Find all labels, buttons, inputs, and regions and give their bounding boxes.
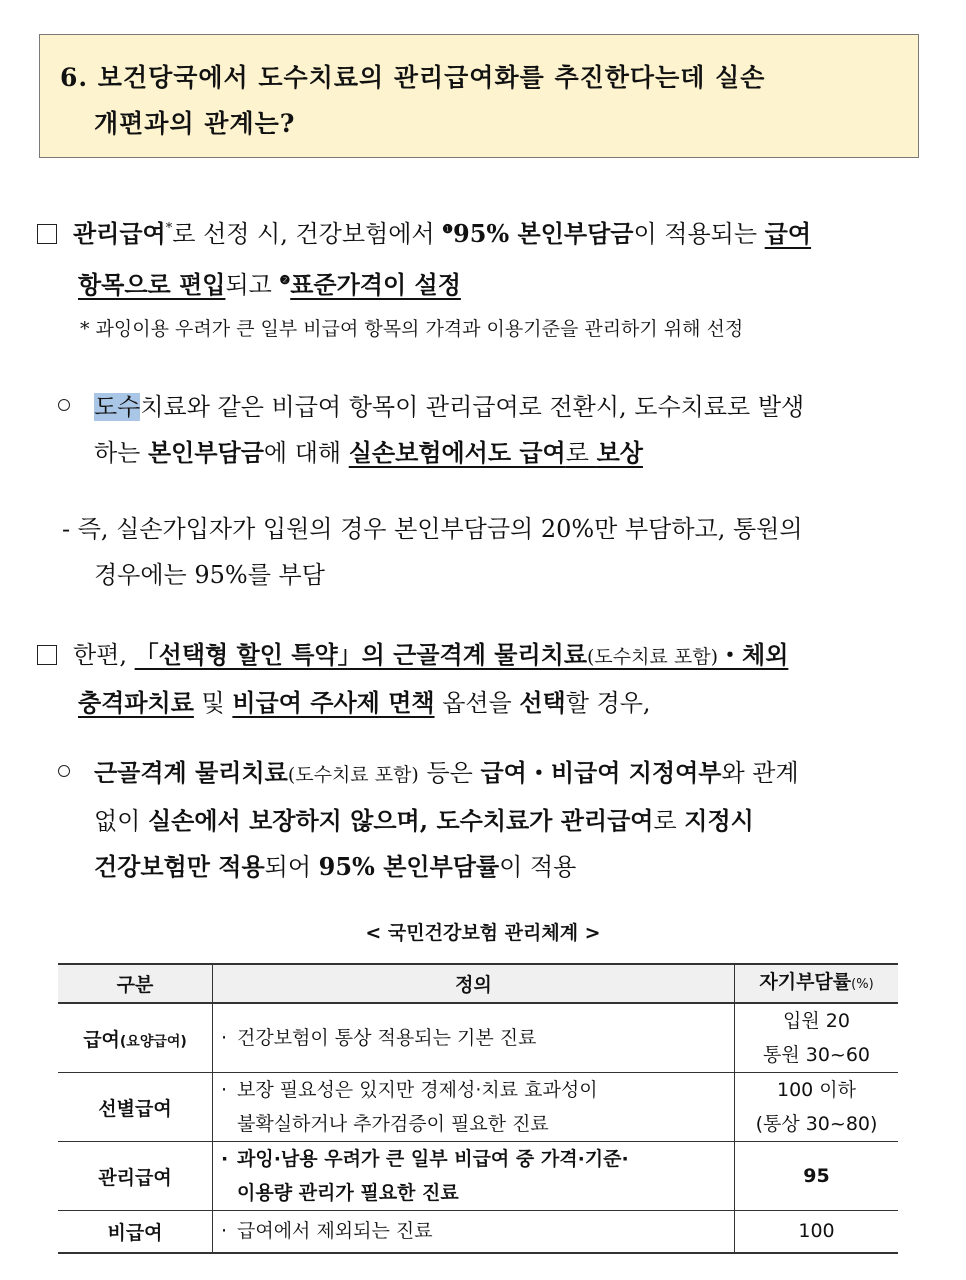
- row-definition: [213, 1073, 735, 1142]
- nhi-management-table: [58, 963, 898, 1254]
- table-row: [58, 1073, 898, 1142]
- category-label: 비급여: [107, 1221, 163, 1244]
- row-rate: [735, 1211, 899, 1253]
- circle-bullet-icon: [58, 399, 70, 411]
- text-span: 없이: [94, 807, 148, 835]
- term-copay-rate: 95% 본인부담률: [318, 852, 500, 881]
- row-rate: [735, 1003, 899, 1073]
- text-span: 할 경우,: [565, 689, 651, 717]
- footnote: * 과잉이용 우려가 큰 일부 비급여 항목의 가격과 이용기준을 관리하기 위해 선정: [80, 318, 744, 340]
- text-span: 이 적용: [499, 853, 577, 881]
- text-span: (도수치료 포함): [587, 646, 719, 668]
- category-sub: (요양급여): [119, 1033, 187, 1050]
- row-definition: [213, 1003, 735, 1073]
- bullet-icon: ·: [221, 1027, 228, 1049]
- row-category: [58, 1211, 213, 1253]
- text-span: 하는: [94, 439, 148, 467]
- bullet-icon: ·: [221, 1148, 229, 1170]
- definition-text: 불확실하거나 추가검증이 필요한 진료: [237, 1113, 549, 1135]
- definition-text: 이용량 관리가 필요한 진료: [237, 1182, 459, 1204]
- table-row: [58, 1211, 898, 1253]
- header-category: 구분: [58, 964, 213, 1003]
- rate-line: 통원 30~60: [762, 1044, 871, 1066]
- text-span: 및: [193, 689, 233, 717]
- question-box: [39, 34, 919, 158]
- term-compensation: 보상: [596, 438, 643, 467]
- row-rate: [735, 1142, 899, 1211]
- section1-main: [37, 206, 927, 308]
- definition-text: 건강보험이 통상 적용되는 기본 진료: [237, 1027, 537, 1049]
- header-unit: (%): [851, 977, 874, 992]
- table-caption: < 국민건강보험 관리체계 >: [365, 922, 601, 944]
- row-definition: [213, 1211, 735, 1253]
- rate-line: 95: [803, 1165, 830, 1187]
- section1-dash: [62, 506, 928, 598]
- table-header-row: [58, 964, 898, 1003]
- circled-two-icon: ❷: [279, 273, 291, 287]
- category-label: 급여: [83, 1028, 120, 1051]
- term-nhi-only: 건강보험만 적용: [94, 852, 265, 881]
- term-shockwave: 충격파치료: [78, 688, 194, 717]
- bullet-icon: ·: [221, 1220, 228, 1243]
- section1-sub: [58, 384, 928, 476]
- footnote-mark: *: [165, 221, 173, 236]
- term-item-inclusion: 항목으로 편입: [78, 270, 226, 299]
- table-row: [58, 1142, 898, 1211]
- category-label: 선별급여: [98, 1097, 172, 1120]
- question-line1: 6. 보건당국에서 도수치료의 관리급여화를 추진한다는데 실손: [60, 63, 766, 92]
- category-label: 관리급여: [98, 1166, 172, 1189]
- question-line2: 개편과의 관계는?: [94, 109, 296, 138]
- row-category: [58, 1003, 213, 1073]
- text-span: 경우에는 95%를 부담: [94, 561, 325, 589]
- bullet-icon: ·: [221, 1079, 228, 1101]
- definition-text: 급여에서 제외되는 진료: [237, 1220, 433, 1243]
- row-category: [58, 1073, 213, 1142]
- term-special-rider: 「선택형 할인 특약」의 근골격계 물리치료: [134, 640, 588, 669]
- term-designation: 급여・비급여 지정여부: [480, 758, 722, 787]
- term-copay: 본인부담금: [148, 438, 264, 467]
- circled-one-icon: ❶: [442, 222, 453, 236]
- row-definition: [213, 1142, 735, 1211]
- text-span: 옵션을: [434, 689, 520, 717]
- rate-line: 입원 20: [783, 1010, 850, 1032]
- term-not-covered: 실손에서 보장하지 않으며, 도수치료가 관리급여: [148, 806, 654, 835]
- checkbox-square-icon: [37, 645, 57, 665]
- rate-line: (통상 30~80): [755, 1113, 878, 1135]
- checkbox-square-icon: [37, 224, 57, 244]
- term-select: 선택: [519, 688, 566, 717]
- text-span: 로 선정 시, 건강보험에서: [172, 220, 443, 248]
- text-span: 되고: [225, 271, 280, 299]
- text-span: 로: [565, 439, 597, 467]
- term-standard-price: 표준가격이 설정: [290, 270, 461, 299]
- text-span: 치료와 같은 비급여 항목이 관리급여로 전환시, 도수치료로 발생: [140, 393, 805, 421]
- row-rate: [735, 1073, 899, 1142]
- term-musculoskeletal: 근골격계 물리치료: [94, 758, 288, 787]
- term-injection-exemption: 비급여 주사제 면책: [232, 688, 435, 717]
- term-copay-95: 95% 본인부담금: [453, 219, 634, 248]
- text-span: (도수치료 포함): [287, 764, 419, 786]
- header-copay-label: 자기부담률: [759, 971, 852, 993]
- row-category: [58, 1142, 213, 1211]
- text-span: 한편,: [73, 641, 135, 669]
- text-span: ・체외: [718, 640, 789, 669]
- header-definition: 정의: [213, 964, 735, 1003]
- text-span: - 즉, 실손가입자가 입원의 경우 본인부담금의 20%만 부담하고, 통원의: [62, 515, 803, 543]
- text-span: 등은: [418, 759, 481, 787]
- text-span: 와 관계: [721, 759, 799, 787]
- text-span: 로: [653, 807, 685, 835]
- highlighted-text: 도수: [94, 393, 141, 421]
- text-span: 되어: [264, 853, 319, 881]
- term-benefit: 급여: [764, 219, 812, 248]
- definition-text: 보장 필요성은 있지만 경제성·치료 효과성이: [237, 1079, 598, 1101]
- text-span: 이 적용되는: [633, 220, 765, 248]
- term-indemnity-benefit: 실손보험에서도 급여: [348, 438, 566, 467]
- definition-text: 과잉·남용 우려가 큰 일부 비급여 중 가격·기준·: [237, 1148, 629, 1170]
- table-row: [58, 1003, 898, 1073]
- rate-line: 100 이하: [776, 1079, 856, 1101]
- text-span: 에 대해: [263, 439, 349, 467]
- section2-main: [37, 632, 927, 726]
- header-copay-rate: [735, 964, 899, 1003]
- term-designated: 지정시: [684, 806, 754, 835]
- circle-bullet-icon: [58, 765, 70, 777]
- section2-sub: [58, 750, 928, 890]
- term-managed-benefit: 관리급여: [73, 219, 166, 248]
- rate-line: 100: [798, 1220, 835, 1243]
